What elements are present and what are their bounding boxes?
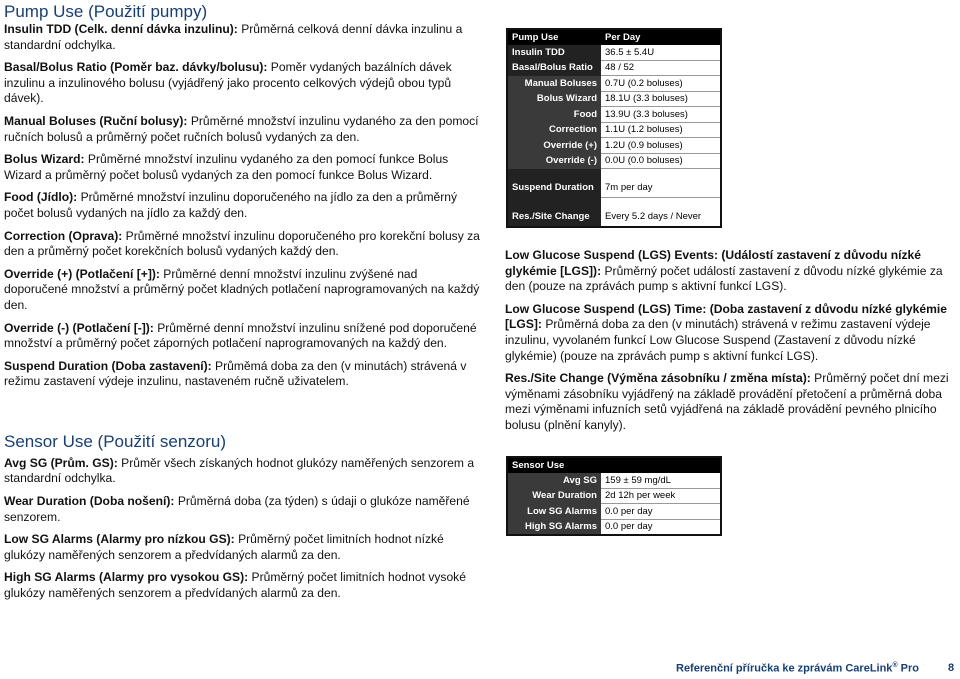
definition: Low Glucose Suspend (LGS) Time: (Doba zastavení z důvodu nízké glykémie [LGS]: Průměrná doba za den (v minutách) strávená v režimu zastavení výdeje inzulinu, vyvolaném funkcí Low Glucose Suspend (Zastavení z důvodu nízké glykémie) (pouze na zprávách pump s aktivní funkcí LGS).: [505, 301, 947, 363]
table-row: Override (+) 1.2U (0.9 boluses): [507, 138, 721, 154]
table-row: Wear Duration 2d 12h per week: [507, 488, 721, 504]
table-row: Bolus Wizard 18.1U (3.3 boluses): [507, 91, 721, 107]
definition: Low Glucose Suspend (LGS) Events: (Událostí zastavení z důvodu nízké glykémie [LGS]): Průměrný počet událostí zastavení z důvodu nízké glykémie za den (pouze na zprávách pump s aktivní funkcí LGS).: [505, 248, 943, 294]
table-row: Food 13.9U (3.3 boluses): [507, 107, 721, 123]
definition: Override (-) (Potlačení [-]): Průměrné denní množství inzulinu snížené pod doporučené množství a průměrný počet záporných potlačení naprogramovaných na každý den.: [4, 320, 477, 351]
definition: Low SG Alarms (Alarmy pro nízkou GS): Průměrný počet limitních hodnot nízké glukózy naměřených senzorem a předvídaných alarmů za den.: [4, 532, 444, 562]
table-row: Low SG Alarms 0.0 per day: [507, 504, 721, 520]
definition: Insulin TDD (Celk. denní dávka inzulinu): Průměrná celková denní dávka inzulinu a standardní odchylka.: [4, 22, 463, 52]
definition: Bolus Wizard: Průměrné množství inzulinu vydaného za den pomocí funkce Bolus Wizard a průměrný počet bolusů vydaných za den pomocí funkce Bolus Wizard.: [4, 152, 449, 182]
definition: Suspend Duration (Doba zastavení): Průměmá doba za den (v minutách) strávená v režimu zastavení výdeje inzulinu, nastaveném ručně uživatelem.: [4, 358, 467, 389]
table-row: Basal/Bolus Ratio 48 / 52: [507, 60, 721, 76]
right-column: [505, 248, 957, 441]
sensor-use-definitions: [4, 456, 482, 602]
table-row: Avg SG 159 ± 59 mg/dL: [507, 473, 721, 488]
definition: Correction (Oprava): Průměrné množství inzulinu doporučeného pro korekční bolusy za den a průměrný počet korekčních bolusů vydaných každý den.: [4, 228, 480, 259]
left-column: [4, 2, 482, 609]
table-row: Suspend Duration 7m per day: [507, 177, 721, 198]
definition: Override (+) (Potlačení [+]): Průměrné denní množství inzulinu zvýšené nad doporučené množství a průměrný počet kladných potlačení naprogramovaných na každý den.: [4, 266, 480, 312]
sensor-use-heading: Sensor Use (Použití senzoru): [4, 431, 227, 451]
definition: Manual Boluses (Ruční bolusy): Průměrné množství inzulinu vydaného za den pomocí ručních bolusů a průměrný počet ručních bolusů vydaných za den.: [4, 113, 479, 144]
table-header: Sensor Use: [507, 457, 721, 473]
table-header: Pump Use Per Day: [507, 29, 721, 45]
definition: High SG Alarms (Alarmy pro vysokou GS): Průměrný počet limitních hodnot vysoké glukózy naměřených senzorem a předvídaných alarmů za den.: [4, 570, 466, 601]
table-row: Override (-) 0.0U (0.0 boluses): [507, 153, 721, 169]
page-footer: Referenční příručka ke zprávám CareLink® Pro: [676, 662, 920, 675]
definition: Basal/Bolus Ratio (Poměr baz. dávky/bolusu): Poměr vydaných bazálních dávek inzulinu a inzulinového bolusu (vyjádřený jako procento celkových výdejů obou typů dávek).: [4, 60, 452, 106]
table-spacer: [507, 198, 721, 207]
definition: Wear Duration (Doba nošení): Průměrná doba (za týden) s údaji o glukóze naměřené senzorem.: [4, 494, 470, 524]
table-row: High SG Alarms 0.0 per day: [507, 519, 721, 535]
table-row: Manual Boluses 0.7U (0.2 boluses): [507, 76, 721, 92]
table-row: Correction 1.1U (1.2 boluses): [507, 122, 721, 138]
definition: Res./Site Change (Výměna zásobníku / změna místa): Průměrný počet dní mezi výměnami zásobníku vyjádřený na základě provádění přetočení a průměrná doba mezi výměnami infuzních setů vyjádřená na základě provádění pevného plnicího bolusu (plnění kanyly).: [505, 371, 949, 432]
pump-use-table: [506, 28, 722, 228]
table-spacer: [507, 169, 721, 178]
pump-use-heading: Pump Use (Použití pumpy): [4, 2, 208, 21]
page-number: 8: [948, 662, 955, 674]
definition: Avg SG (Prům. GS): Průměr všech získaných hodnot glukózy naměřených senzorem a standardní odchylka.: [4, 455, 475, 486]
sensor-use-table: [506, 456, 722, 536]
definition: Food (Jídlo): Průměrné množství inzulinu doporučeného na jídlo za den a průměrný počet bolusů vydaných na jídlo za každý den.: [4, 190, 458, 220]
table-row: Insulin TDD 36.5 ± 5.4U: [507, 45, 721, 60]
pump-use-definitions: [4, 22, 482, 390]
table-row: Res./Site Change Every 5.2 days / Never: [507, 206, 721, 227]
